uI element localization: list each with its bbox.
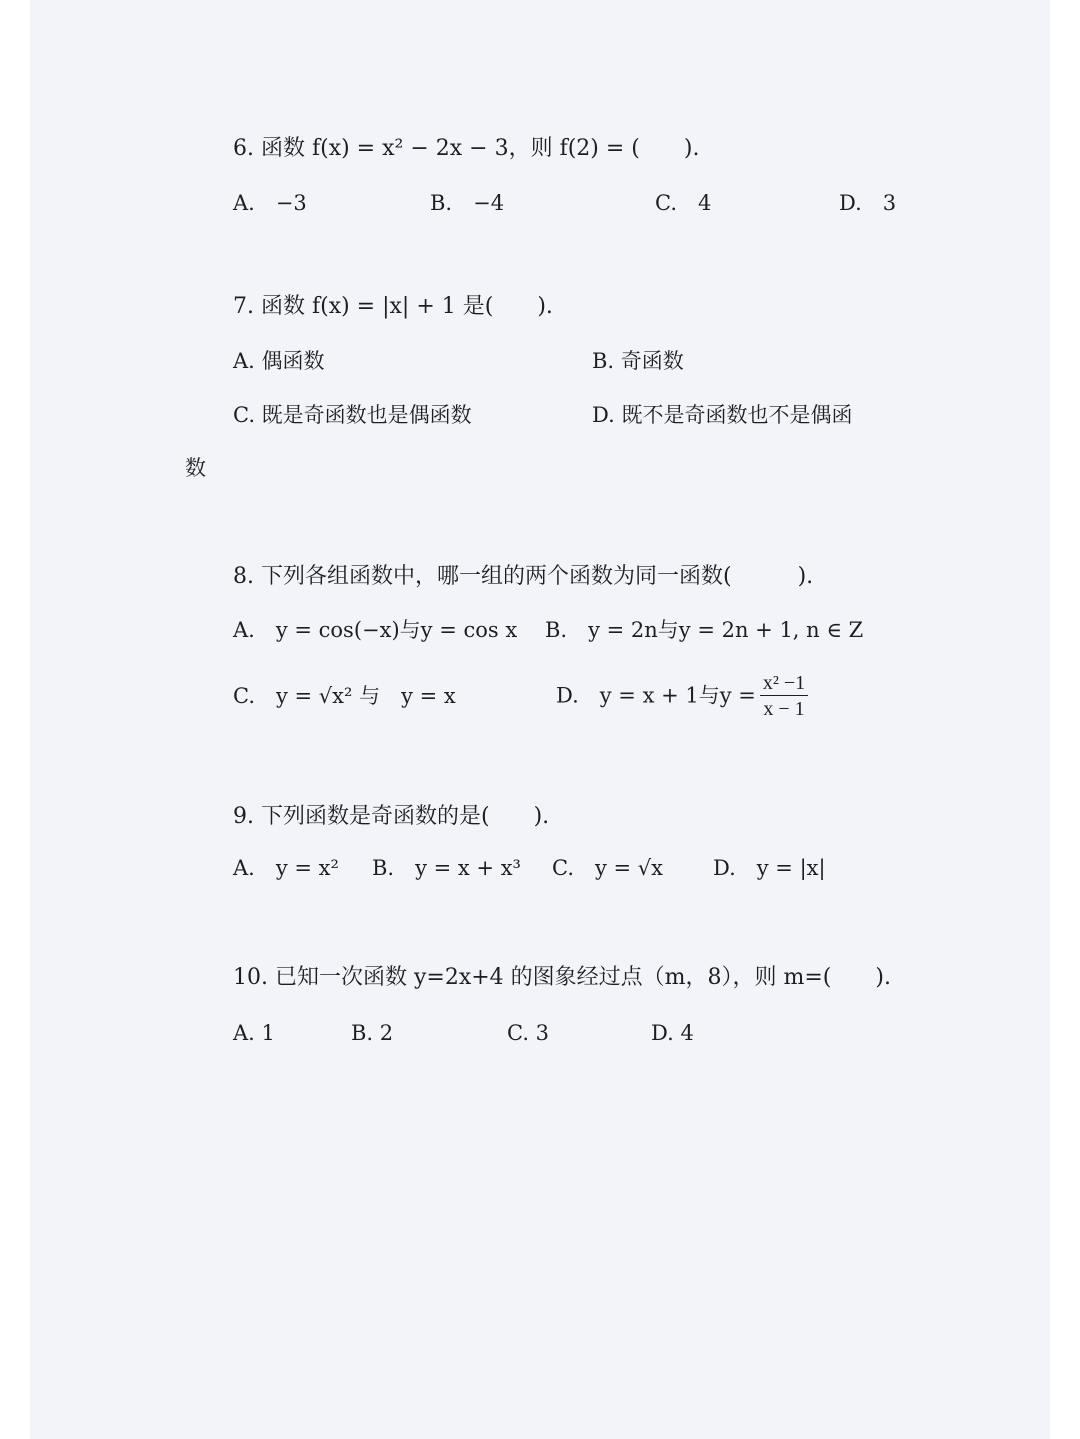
question-8-option-d-lhs: D. y = x + 1与y =	[556, 683, 756, 708]
question-10-option-b: B. 2	[351, 1021, 394, 1045]
question-6-stem: 6. 函数 f(x) = x² − 2x − 3，则 f(2) = ( ).	[233, 136, 700, 161]
worksheet-page	[30, 0, 1050, 1439]
fraction-numerator: x² −1	[760, 673, 808, 696]
question-7-option-d-wrap: 数	[185, 456, 206, 480]
question-9-stem: 9. 下列函数是奇函数的是( ).	[233, 804, 550, 829]
question-10-option-d: D. 4	[651, 1021, 694, 1045]
question-6-option-d: D. 3	[839, 191, 897, 215]
question-6-option-b: B. −4	[430, 191, 505, 215]
question-8-option-d	[556, 673, 808, 719]
question-8-fraction	[760, 673, 808, 719]
question-10-stem: 10. 已知一次函数 y=2x+4 的图象经过点（m，8），则 m=( ).	[233, 965, 891, 990]
question-7-option-c: C. 既是奇函数也是偶函数	[233, 403, 472, 427]
fraction-denominator: x − 1	[763, 698, 805, 720]
question-8-option-b: B. y = 2n与y = 2n + 1, n ∈ Z	[545, 618, 864, 642]
question-9-option-c: C. y = √x	[552, 856, 664, 880]
question-9-option-a: A. y = x²	[233, 856, 339, 880]
question-8-option-c: C. y = √x² 与 y = x	[233, 684, 456, 708]
question-8-option-a: A. y = cos(−x)与y = cos x	[233, 618, 518, 642]
question-6-option-a: A. −3	[233, 191, 307, 215]
question-6-option-c: C. 4	[655, 191, 712, 215]
question-7-option-a: A. 偶函数	[233, 349, 325, 373]
question-8-stem: 8. 下列各组函数中，哪一组的两个函数为同一函数( ).	[233, 564, 814, 589]
question-7-option-b: B. 奇函数	[592, 349, 684, 373]
question-10-option-a: A. 1	[233, 1021, 275, 1045]
question-7-option-d: D. 既不是奇函数也不是偶函	[592, 403, 853, 427]
question-9-option-d: D. y = |x|	[713, 856, 826, 880]
question-9-option-b: B. y = x + x³	[372, 856, 521, 880]
question-7-stem: 7. 函数 f(x) = |x| + 1 是( ).	[233, 294, 553, 319]
question-10-option-c: C. 3	[507, 1021, 550, 1045]
